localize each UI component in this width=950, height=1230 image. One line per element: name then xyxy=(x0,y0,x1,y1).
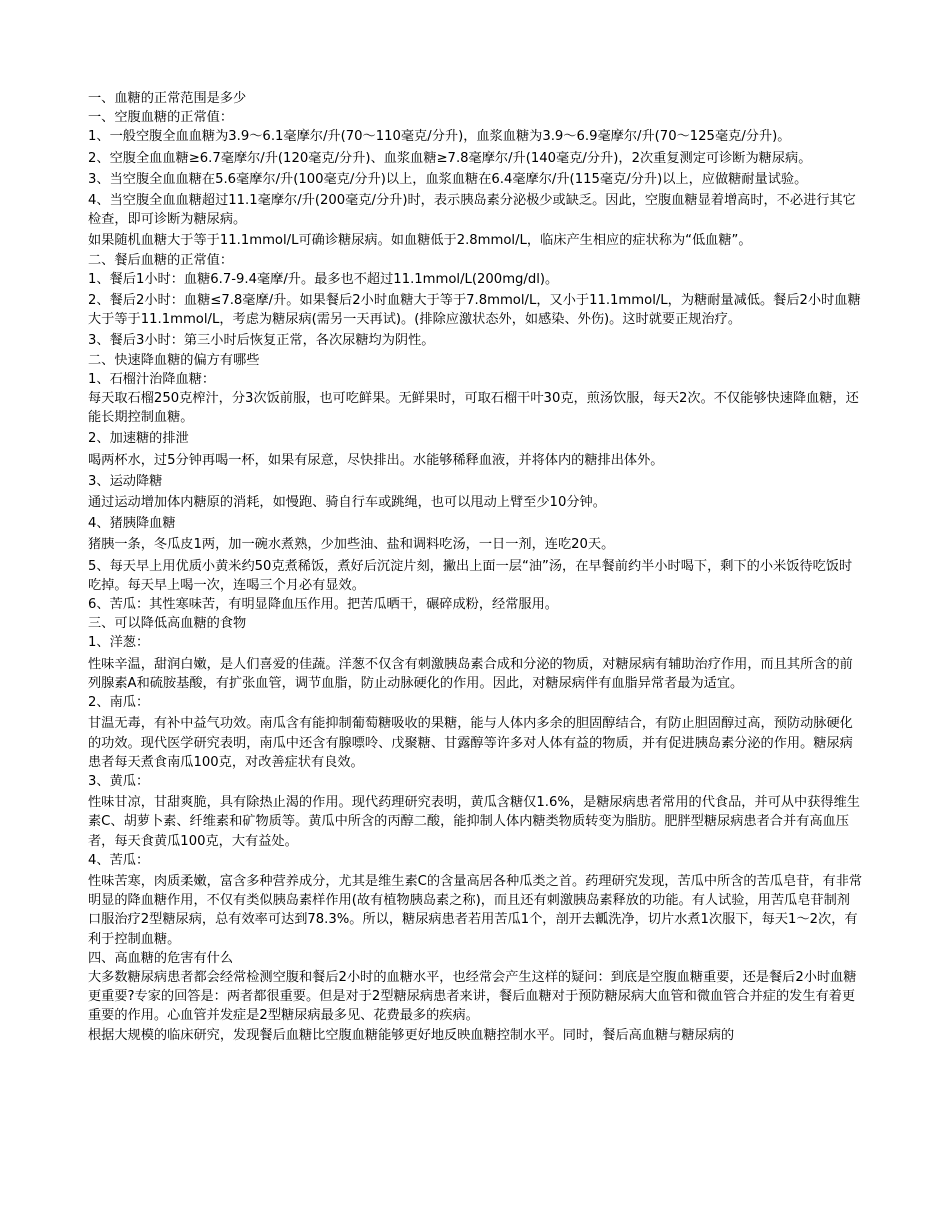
paragraph: 4、当空腹全血血糖超过11.1毫摩尔/升(200毫克/分升)时，表示胰岛素分泌极少或缺乏。因此，空腹血糖显着增高时，不必进行其它检查，即可诊断为糖尿病。 xyxy=(88,193,856,228)
item-title: 3、运动降糖 xyxy=(88,473,163,489)
subheading-fasting: 一、空腹血糖的正常值： xyxy=(88,110,234,126)
item-title: 1、石榴汁治降血糖： xyxy=(88,371,216,387)
paragraph: 3、餐后3小时：第三小时后恢复正常，各次尿糖均为阴性。 xyxy=(88,333,435,349)
item-title: 2、南瓜： xyxy=(88,695,150,711)
paragraph: 1、一般空腹全血血糖为3.9～6.1毫摩尔/升(70～110毫克/分升)，血浆血糖为3.9～6.9毫摩尔/升(70～125毫克/分升)。 xyxy=(88,129,791,145)
paragraph: 性味甘凉，甘甜爽脆，具有除热止渴的作用。现代药理研究表明，黄瓜含糖仅1.6%，是糖尿病患者常用的代食品，并可从中获得维生素C、胡萝卜素、纤维素和矿物质等。黄瓜中所含的丙醇二酸，能抑制人体内糖类物质转变为脂肪。肥胖型糖尿病患者合并有高血压者，每天食黄瓜100克，大有益处。 xyxy=(88,795,860,849)
item-title: 3、黄瓜： xyxy=(88,773,150,789)
subheading-postprandial: 二、餐后血糖的正常值： xyxy=(88,252,234,268)
item-title: 4、猪胰降血糖 xyxy=(88,516,176,532)
heading-section-2: 二、快速降血糖的偏方有哪些 xyxy=(88,352,260,368)
paragraph: 每天取石榴250克榨汁，分3次饭前服，也可吃鲜果。无鲜果时，可取石榴干叶30克，煎汤饮服，每天2次。不仅能够快速降血糖，还能长期控制血糖。 xyxy=(88,391,859,426)
paragraph: 喝两杯水，过5分钟再喝一杯，如果有尿意，尽快排出。水能够稀释血液，并将体内的糖排出体外。 xyxy=(88,452,664,468)
paragraph: 1、餐后1小时：血糖6.7-9.4毫摩/升。最多也不超过11.1mmol/L(200mg/dl)。 xyxy=(88,271,559,287)
paragraph: 通过运动增加体内糖原的消耗，如慢跑、骑自行车或跳绳，也可以甩动上臂至少10分钟。 xyxy=(88,495,606,511)
paragraph: 如果随机血糖大于等于11.1mmol/L可确诊糖尿病。如血糖低于2.8mmol/L，临床产生相应的症状称为“低血糖”。 xyxy=(88,233,752,249)
paragraph: 根据大规模的临床研究，发现餐后血糖比空腹血糖能够更好地反映血糖控制水平。同时，餐后高血糖与糖尿病的 xyxy=(88,1027,735,1043)
item-title: 2、加速糖的排泄 xyxy=(88,431,189,447)
paragraph: 3、当空腹全血血糖在5.6毫摩尔/升(100毫克/分升)以上，血浆血糖在6.4毫摩尔/升(115毫克/分升)以上，应做糖耐量试验。 xyxy=(88,171,808,187)
paragraph: 性味辛温，甜润白嫩，是人们喜爱的佳蔬。洋葱不仅含有刺激胰岛素合成和分泌的物质，对糖尿病有辅助治疗作用，而且其所含的前列腺素A和硫胺基酸，有扩张血管，调节血脂，防止动脉硬化的作用。因此，对糖尿病伴有血脂异常者最为适宜。 xyxy=(88,656,853,691)
paragraph: 猪胰一条，冬瓜皮1两，加一碗水煮熟，少加些油、盐和调料吃汤，一日一剂，连吃20天。 xyxy=(88,537,615,553)
heading-section-4: 四、高血糖的危害有什么 xyxy=(88,950,234,966)
document-body xyxy=(88,89,863,1045)
heading-section-3: 三、可以降低高血糖的食物 xyxy=(88,616,247,632)
item-title: 4、苦瓜： xyxy=(88,852,150,868)
paragraph: 5、每天早上用优质小黄米约50克煮稀饭，煮好后沉淀片刻，撇出上面一层“油”汤，在早餐前约半小时喝下，剩下的小米饭待吃饭时吃掉。每天早上喝一次，连喝三个月必有显效。 xyxy=(88,558,853,593)
heading-section-1: 一、血糖的正常范围是多少 xyxy=(88,91,247,106)
paragraph: 2、空腹全血血糖≥6.7毫摩尔/升(120毫克/分升)、血浆血糖≥7.8毫摩尔/升(140毫克/分升)，2次重复测定可诊断为糖尿病。 xyxy=(88,150,812,166)
paragraph: 6、苦瓜：其性寒味苦，有明显降血压作用。把苦瓜晒干，碾碎成粉，经常服用。 xyxy=(88,597,558,613)
paragraph: 大多数糖尿病患者都会经常检测空腹和餐后2小时的血糖水平，也经常会产生这样的疑问：到底是空腹血糖重要，还是餐后2小时血糖更重要?专家的回答是：两者都很重要。但是对于2型糖尿病患者来讲，餐后血糖对于预防糖尿病大血管和微血管合并症的发生有着更重要的作用。心血管并发症是2型糖尿病最多见、花费最多的疾病。 xyxy=(88,969,857,1024)
paragraph: 性味苦寒，肉质柔嫩，富含多种营养成分，尤其是维生素C的含量高居各种瓜类之首。药理研究发现，苦瓜中所含的苦瓜皂苷，有非常明显的降血糖作用，不仅有类似胰岛素样作用(故有植物胰岛素之称)，而且还有刺激胰岛素释放的功能。有人试验，用苦瓜皂苷制剂口服治疗2型糖尿病，总有效率可达到78.3%。所以，糖尿病患者若用苦瓜1个，剖开去瓤洗净，切片水煮1次服下，每天1～2次，有利于控制血糖。 xyxy=(88,873,863,947)
item-title: 1、洋葱： xyxy=(88,635,150,651)
paragraph: 2、餐后2小时：血糖≤7.8毫摩/升。如果餐后2小时血糖大于等于7.8mmol/L，又小于11.1mmol/L，为糖耐量减低。餐后2小时血糖大于等于11.1mmol/L，考虑为糖尿病(需另一天再试)。(排除应激状态外，如感染、外伤)。这时就要正规治疗。 xyxy=(88,293,861,328)
paragraph: 甘温无毒，有补中益气功效。南瓜含有能抑制葡萄糖吸收的果糖，能与人体内多余的胆固醇结合，有防止胆固醇过高，预防动脉硬化的功效。现代医学研究表明，南瓜中还含有腺嘌呤、戊聚糖、甘露醇等许多对人体有益的物质，并有促进胰岛素分泌的作用。糖尿病患者每天煮食南瓜100克，对改善症状有良效。 xyxy=(88,716,853,770)
